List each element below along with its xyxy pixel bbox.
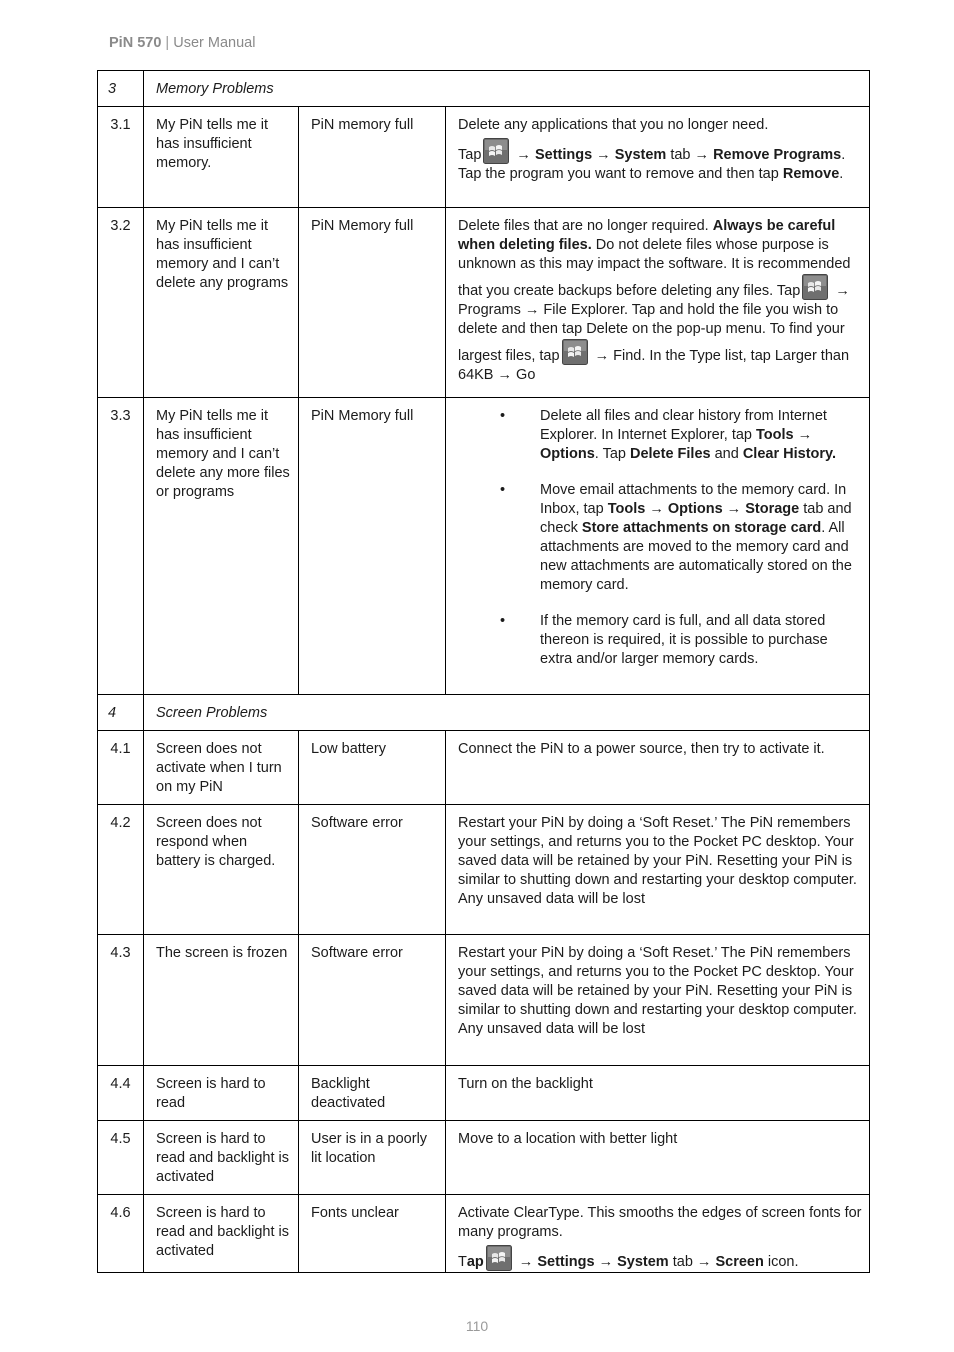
bullet-marker: •	[500, 482, 506, 498]
row-number: 3.3	[98, 398, 144, 695]
solution-text: Tap → Settings → System tab → Screen icon.	[458, 1245, 863, 1272]
bullet-marker: •	[500, 408, 506, 424]
manual-title: User Manual	[173, 35, 256, 51]
solution-text: Delete any applications that you no longer need.	[458, 117, 769, 133]
cause-cell: Fonts unclear	[299, 1195, 446, 1273]
solution-cell	[446, 107, 870, 208]
problem-cell: Screen is hard to read and backlight is activated	[144, 1195, 299, 1273]
solution-cell: Turn on the backlight	[446, 1066, 870, 1121]
page-number: 110	[465, 1318, 489, 1334]
row-number: 4.4	[98, 1066, 144, 1121]
solution-cell	[446, 1195, 870, 1273]
section-row-memory	[98, 71, 870, 107]
solution-cell: Connect the PiN to a power source, then try to activate it.	[446, 731, 870, 805]
cause-cell: Software error	[299, 935, 446, 1066]
table-row	[98, 935, 870, 1066]
cause-cell: Software error	[299, 805, 446, 935]
page-header	[109, 35, 255, 51]
row-number: 4.2	[98, 805, 144, 935]
header-separator: |	[161, 35, 174, 51]
problem-cell: My PiN tells me it has insufficient memory and I can’t delete any programs	[144, 208, 299, 398]
windows-start-icon	[483, 138, 509, 164]
table-row	[98, 107, 870, 208]
cause-cell: PiN memory full	[299, 107, 446, 208]
solution-cell	[446, 208, 870, 398]
section-number: 3	[98, 71, 144, 107]
row-number: 4.5	[98, 1121, 144, 1195]
table-row	[98, 208, 870, 398]
table-row	[98, 1195, 870, 1273]
list-item: • Delete all files and clear history from Internet Explorer. In Internet Explorer, tap Tools → Options. Tap Delete Files and Clear History.	[500, 408, 837, 462]
solution-cell: Restart your PiN by doing a ‘Soft Reset.’ The PiN remembers your settings, and returns you to the Pocket PC desktop. Your saved data will be retained by your PiN. Resetting your PiN is similar to shutting down and restarting your desktop computer. Any unsaved data will be lost	[446, 805, 870, 935]
cause-cell: PiN Memory full	[299, 398, 446, 695]
solution-text: Activate ClearType. This smooths the edges of screen fonts for many programs.	[458, 1205, 862, 1240]
windows-start-icon	[486, 1245, 512, 1271]
bullet-marker: •	[500, 613, 506, 629]
solution-text: Delete files that are no longer required. Always be careful when deleting files. Do not delete files whose purpose is unknown as this may impact the software. It is recommended that you create backups before deleting any files. Tap → Programs → File Explorer. Tap and hold the file you wish to delete and then tap Delete on the pop-up menu. To find your largest files, tap → Find. In the Type list, tap Larger than 64KB → Go	[458, 218, 851, 383]
table-row	[98, 398, 870, 695]
section-title: Memory Problems	[144, 71, 870, 107]
list-item: • Move email attachments to the memory card. In Inbox, tap Tools → Options → Storage tab and check Store attachments on storage card. All attachments are moved to the memory card and new attachments are automatically stored on the memory card.	[500, 482, 852, 593]
cause-cell: Backlight deactivated	[299, 1066, 446, 1121]
problem-cell: The screen is frozen	[144, 935, 299, 1066]
product-name: PiN 570	[109, 35, 162, 51]
table-row	[98, 1121, 870, 1195]
cause-cell: User is in a poorly lit location	[299, 1121, 446, 1195]
problem-cell: Screen is hard to read	[144, 1066, 299, 1121]
section-number: 4	[98, 695, 144, 731]
troubleshooting-table	[97, 70, 870, 1273]
solution-cell	[446, 398, 870, 695]
row-number: 3.2	[98, 208, 144, 398]
row-number: 4.6	[98, 1195, 144, 1273]
problem-cell: Screen is hard to read and backlight is activated	[144, 1121, 299, 1195]
table-row	[98, 731, 870, 805]
windows-start-icon	[562, 339, 588, 365]
row-number: 4.3	[98, 935, 144, 1066]
solution-text: Tap → Settings → System tab → Remove Programs. Tap the program you want to remove and then tap Remove.	[458, 138, 863, 184]
solution-bullet-list	[458, 407, 863, 669]
table-row	[98, 805, 870, 935]
cause-cell: Low battery	[299, 731, 446, 805]
problem-cell: My PiN tells me it has insufficient memory.	[144, 107, 299, 208]
problem-cell: My PiN tells me it has insufficient memory and I can’t delete any more files or programs	[144, 398, 299, 695]
section-row-screen	[98, 695, 870, 731]
table-row	[98, 1066, 870, 1121]
row-number: 4.1	[98, 731, 144, 805]
problem-cell: Screen does not activate when I turn on my PiN	[144, 731, 299, 805]
problem-cell: Screen does not respond when battery is charged.	[144, 805, 299, 935]
list-item: • If the memory card is full, and all data stored thereon is required, it is possible to purchase extra and/or larger memory cards.	[500, 613, 828, 667]
solution-cell: Move to a location with better light	[446, 1121, 870, 1195]
windows-start-icon	[802, 274, 828, 300]
section-title: Screen Problems	[144, 695, 870, 731]
cause-cell: PiN Memory full	[299, 208, 446, 398]
solution-cell: Restart your PiN by doing a ‘Soft Reset.’ The PiN remembers your settings, and returns you to the Pocket PC desktop. Your saved data will be retained by your PiN. Resetting your PiN is similar to shutting down and restarting your desktop computer. Any unsaved data will be lost	[446, 935, 870, 1066]
row-number: 3.1	[98, 107, 144, 208]
